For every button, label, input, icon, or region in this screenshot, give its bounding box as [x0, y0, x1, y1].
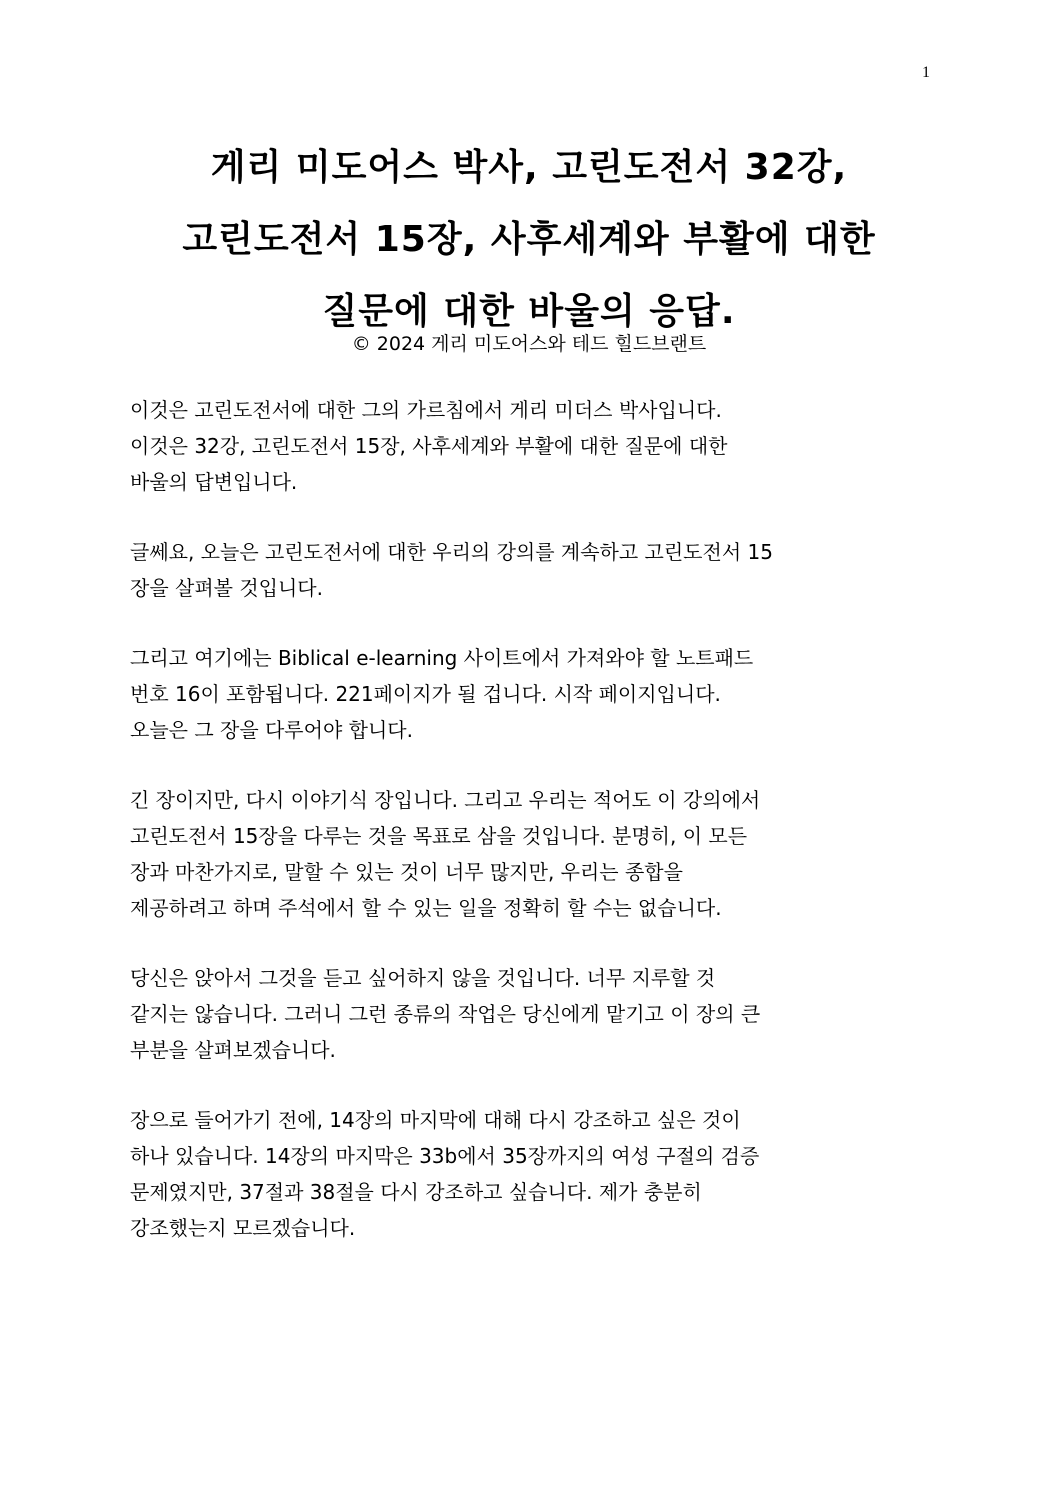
text-line: 장으로 들어가기 전에, 14장의 마지막에 대해 다시 강조하고 싶은 것이	[130, 1108, 741, 1132]
text-line: 바울의 답변입니다.	[130, 470, 298, 494]
page-number: 1	[922, 64, 930, 81]
copyright-notice: © 2024 게리 미도어스와 테드 힐드브랜트	[351, 333, 707, 355]
text-line: 같지는 않습니다. 그러니 그런 종류의 작업은 당신에게 맡기고 이 장의 큰	[130, 1002, 761, 1026]
text-line: 글쎄요, 오늘은 고린도전서에 대한 우리의 강의를 계속하고 고린도전서 15	[130, 540, 773, 564]
text-line: 오늘은 그 장을 다루어야 합니다.	[130, 718, 413, 742]
text-line: 이것은 32강, 고린도전서 15장, 사후세계와 부활에 대한 질문에 대한	[130, 434, 728, 458]
paragraph	[130, 782, 940, 926]
page-title	[0, 132, 1058, 348]
paragraph	[130, 960, 940, 1068]
text-line: 문제였지만, 37절과 38절을 다시 강조하고 싶습니다. 제가 충분히	[130, 1180, 702, 1204]
text-line: 고린도전서 15장을 다루는 것을 목표로 삼을 것입니다. 분명히, 이 모든	[130, 824, 748, 848]
title-line: 게리 미도어스 박사, 고린도전서 32강,	[210, 147, 848, 188]
text-line: 하나 있습니다. 14장의 마지막은 33b에서 35장까지의 여성 구절의 검증	[130, 1144, 760, 1168]
text-line: 긴 장이지만, 다시 이야기식 장입니다. 그리고 우리는 적어도 이 강의에서	[130, 788, 761, 812]
paragraph	[130, 1102, 940, 1246]
text-line: 장과 마찬가지로, 말할 수 있는 것이 너무 많지만, 우리는 종합을	[130, 860, 683, 884]
paragraph	[130, 534, 940, 606]
title-line: 고린도전서 15장, 사후세계와 부활에 대한	[182, 219, 876, 260]
text-line: 번호 16이 포함됩니다. 221페이지가 될 겁니다. 시작 페이지입니다.	[130, 682, 721, 706]
text-line: 강조했는지 모르겠습니다.	[130, 1216, 356, 1240]
paragraph	[130, 392, 940, 500]
text-line: 당신은 앉아서 그것을 듣고 싶어하지 않을 것입니다. 너무 지루할 것	[130, 966, 716, 990]
text-line: 제공하려고 하며 주석에서 할 수 있는 일을 정확히 할 수는 없습니다.	[130, 896, 722, 920]
text-line: 부분을 살펴보겠습니다.	[130, 1038, 336, 1062]
text-line: 그리고 여기에는 Biblical e-learning 사이트에서 가져와야 할 노트패드	[130, 646, 754, 670]
paragraph	[130, 640, 940, 748]
document-body	[130, 392, 940, 1280]
text-line: 이것은 고린도전서에 대한 그의 가르침에서 게리 미더스 박사입니다.	[130, 398, 722, 422]
text-line: 장을 살펴볼 것입니다.	[130, 576, 323, 600]
title-line: 질문에 대한 바울의 응답.	[322, 291, 736, 332]
